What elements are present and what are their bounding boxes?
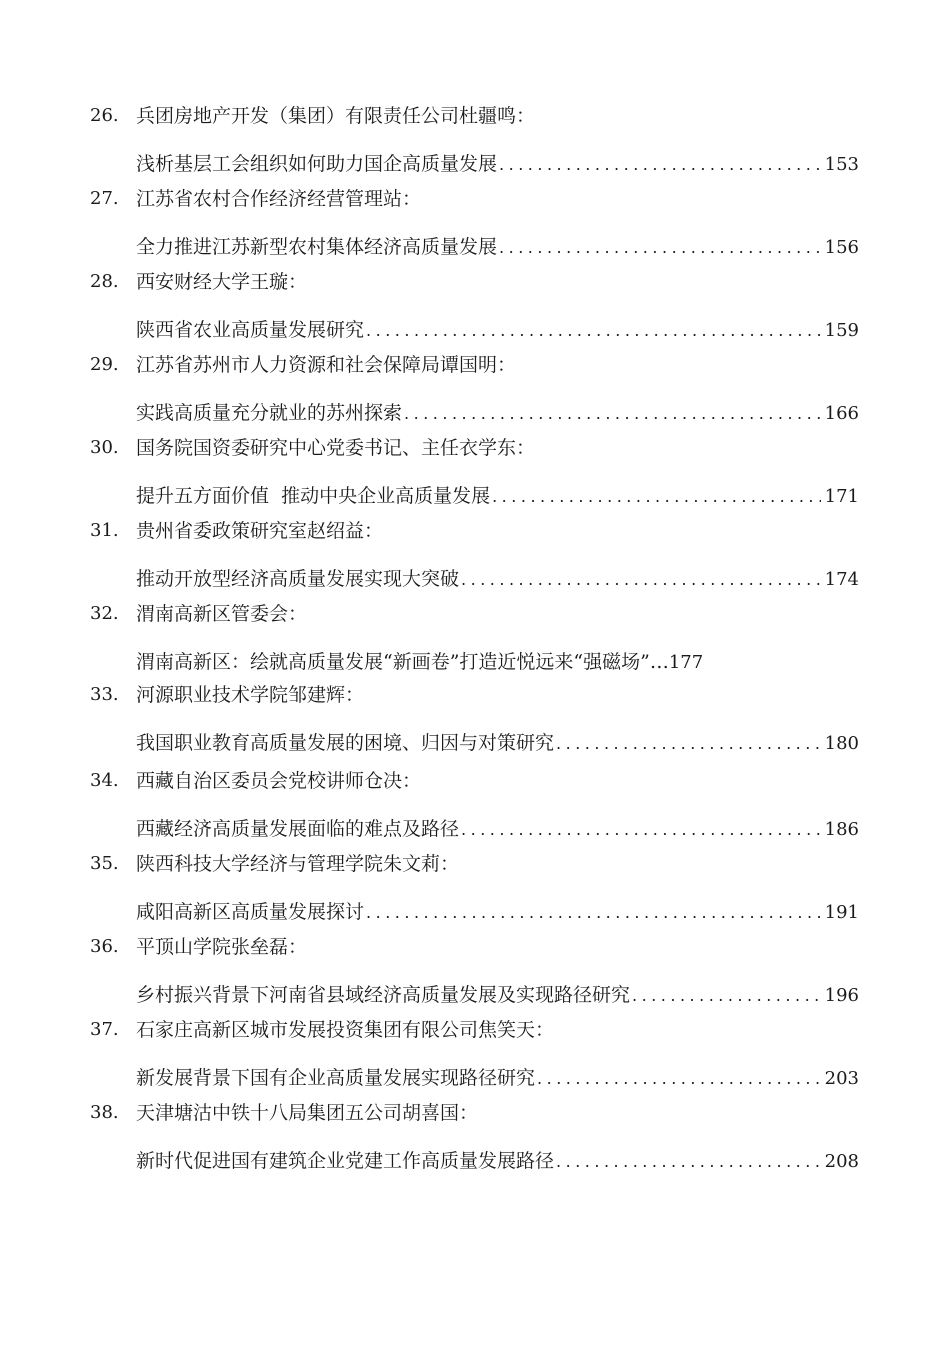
- dot-leader: [366, 316, 821, 345]
- entry-title: 浅析基层工会组织如何助力国企高质量发展: [136, 153, 498, 175]
- dot-leader: [366, 898, 821, 927]
- entry-author: 兵团房地产开发（集团）有限责任公司杜疆鸣：: [136, 105, 536, 127]
- entry-title: 乡村振兴背景下河南省县域经济高质量发展及实现路径研究: [136, 984, 631, 1006]
- entry-page-number: 208: [824, 1151, 859, 1172]
- entry-page-number: 196: [824, 985, 859, 1006]
- entry-author: 贵州省委政策研究室赵绍益：: [136, 520, 384, 542]
- entry-author: 陕西科技大学经济与管理学院朱文莉：: [136, 853, 460, 875]
- entry-author: 河源职业技术学院邹建辉：: [136, 684, 365, 706]
- entry-author: 渭南高新区管委会：: [136, 603, 308, 625]
- entry-page-number: 180: [824, 733, 859, 754]
- entry-page-number: 159: [824, 320, 859, 341]
- entry-number: 26.: [90, 105, 119, 126]
- entry-page-number: 174: [824, 569, 859, 590]
- dot-leader: [556, 1147, 821, 1176]
- entry-number: 34.: [90, 770, 119, 791]
- entry-number: 31.: [90, 520, 119, 541]
- entry-author: 国务院国资委研究中心党委书记、主任衣学东：: [136, 437, 536, 459]
- dot-leader: [492, 482, 821, 511]
- entry-page-number: 156: [824, 237, 859, 258]
- entry-author: 西安财经大学王璇：: [136, 271, 308, 293]
- entry-title: 全力推进江苏新型农村集体经济高质量发展: [136, 236, 498, 258]
- entry-title: 咸阳高新区高质量发展探讨: [136, 901, 365, 923]
- entry-number: 38.: [90, 1102, 119, 1123]
- entry-page-number: 153: [824, 154, 859, 175]
- entry-title: 提升五方面价值 推动中央企业高质量发展: [136, 485, 491, 507]
- entry-author: 平顶山学院张垒磊：: [136, 936, 308, 958]
- entry-number: 27.: [90, 188, 119, 209]
- entry-title: 推动开放型经济高质量发展实现大突破: [136, 568, 460, 590]
- dot-leader: [632, 981, 821, 1010]
- entry-page-number: 186: [824, 819, 859, 840]
- entry-author: 天津塘沽中铁十八局集团五公司胡喜国：: [136, 1102, 479, 1124]
- dot-leader: [461, 815, 821, 844]
- dot-leader: [499, 233, 821, 262]
- dot-leader: [404, 399, 821, 428]
- entry-title: 西藏经济高质量发展面临的难点及路径: [136, 818, 460, 840]
- entry-number: 37.: [90, 1019, 119, 1040]
- entry-page-number: 171: [824, 486, 859, 507]
- dot-leader: [556, 729, 821, 758]
- dot-leader: [537, 1064, 821, 1093]
- entry-author: 西藏自治区委员会党校讲师仓决：: [136, 770, 422, 792]
- entry-title: 渭南高新区：绘就高质量发展“新画卷”打造近悦远来“强磁场”: [136, 651, 650, 673]
- dot-leader: [461, 565, 821, 594]
- entry-author: 江苏省农村合作经济经营管理站：: [136, 188, 422, 210]
- dot-leader: [499, 150, 821, 179]
- entry-number: 36.: [90, 936, 119, 957]
- entry-title: 我国职业教育高质量发展的困境、归因与对策研究: [136, 732, 555, 754]
- entry-number: 33.: [90, 684, 119, 705]
- entry-page-number: 166: [824, 403, 859, 424]
- entry-author: 石家庄高新区城市发展投资集团有限公司焦笑天：: [136, 1019, 555, 1041]
- entry-number: 32.: [90, 603, 119, 624]
- entry-page-number: 177: [668, 652, 704, 673]
- entry-title: 陕西省农业高质量发展研究: [136, 319, 365, 341]
- entry-page-number: 191: [824, 902, 859, 923]
- entry-number: 28.: [90, 271, 119, 292]
- entry-title: 新时代促进国有建筑企业党建工作高质量发展路径: [136, 1150, 555, 1172]
- entry-title: 新发展背景下国有企业高质量发展实现路径研究: [136, 1067, 536, 1089]
- entry-number: 30.: [90, 437, 119, 458]
- entry-author: 江苏省苏州市人力资源和社会保障局谭国明：: [136, 354, 517, 376]
- entry-number: 35.: [90, 853, 119, 874]
- entry-title: 实践高质量充分就业的苏州探索: [136, 402, 403, 424]
- dot-leader: [650, 647, 669, 677]
- entry-page-number: 203: [824, 1068, 859, 1089]
- entry-number: 29.: [90, 354, 119, 375]
